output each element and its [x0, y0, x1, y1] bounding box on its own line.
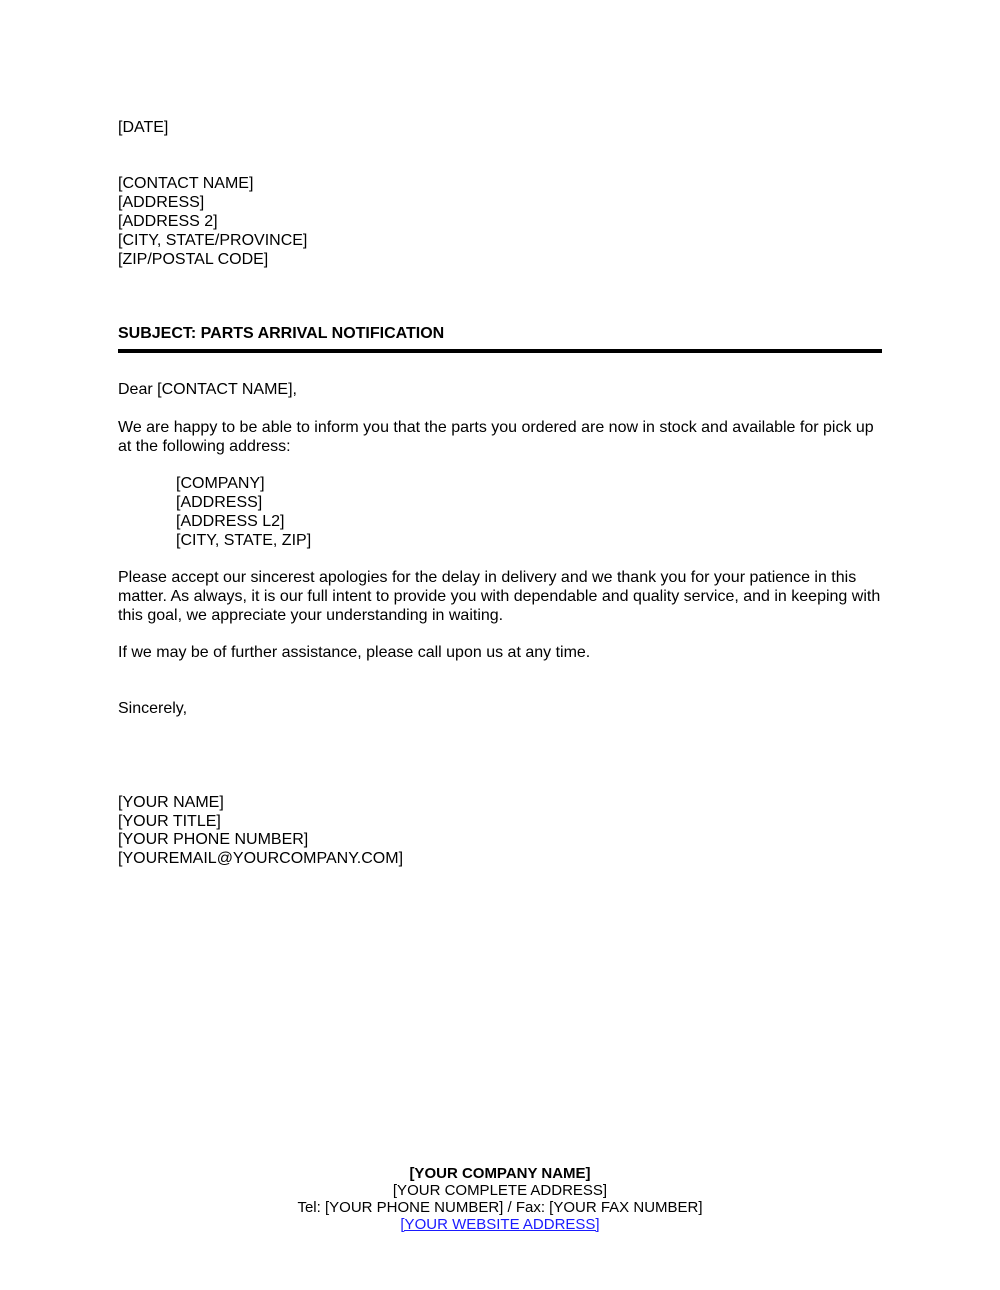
recipient-contact-name: [CONTACT NAME]	[118, 175, 254, 192]
body-paragraph-2: Please accept our sincerest apologies for the delay in delivery and we thank you for your patience in this matter. As always, it is our full intent to provide you with dependable and quality service, and in keeping with this goal, we appreciate your understanding in waiting.	[118, 569, 881, 624]
footer-company-name: [YOUR COMPANY NAME]	[409, 1165, 591, 1182]
signature-title: [YOUR TITLE]	[118, 813, 221, 830]
salutation: Dear [CONTACT NAME],	[118, 381, 297, 398]
signature-name: [YOUR NAME]	[118, 794, 224, 811]
footer-website-row	[0, 1216, 1000, 1233]
body-paragraph-3: If we may be of further assistance, please call upon us at any time.	[118, 644, 591, 661]
closing: Sincerely,	[118, 700, 188, 717]
recipient-city-state: [CITY, STATE/PROVINCE]	[118, 232, 308, 249]
subject-divider	[118, 349, 882, 353]
pickup-company: [COMPANY]	[176, 475, 265, 492]
pickup-city-state-zip: [CITY, STATE, ZIP]	[176, 532, 312, 549]
footer-website-link[interactable]: [YOUR WEBSITE ADDRESS]	[400, 1216, 600, 1233]
signature-phone: [YOUR PHONE NUMBER]	[118, 831, 309, 848]
recipient-address-2: [ADDRESS 2]	[118, 213, 218, 230]
recipient-address: [ADDRESS]	[118, 194, 205, 211]
pickup-address-l2: [ADDRESS L2]	[176, 513, 285, 530]
subject-heading: SUBJECT: PARTS ARRIVAL NOTIFICATION	[118, 325, 445, 342]
recipient-zip: [ZIP/POSTAL CODE]	[118, 251, 269, 268]
signature-email: [YOUREMAIL@YOURCOMPANY.COM]	[118, 850, 404, 867]
pickup-address: [ADDRESS]	[176, 494, 263, 511]
footer-address: [YOUR COMPLETE ADDRESS]	[392, 1182, 608, 1199]
letter-date: [DATE]	[118, 119, 169, 136]
body-paragraph-1: We are happy to be able to inform you that the parts you ordered are now in stock and available for pick up at the following address:	[118, 419, 874, 455]
footer-contact: Tel: [YOUR PHONE NUMBER] / Fax: [YOUR FAX NUMBER]	[297, 1199, 703, 1216]
